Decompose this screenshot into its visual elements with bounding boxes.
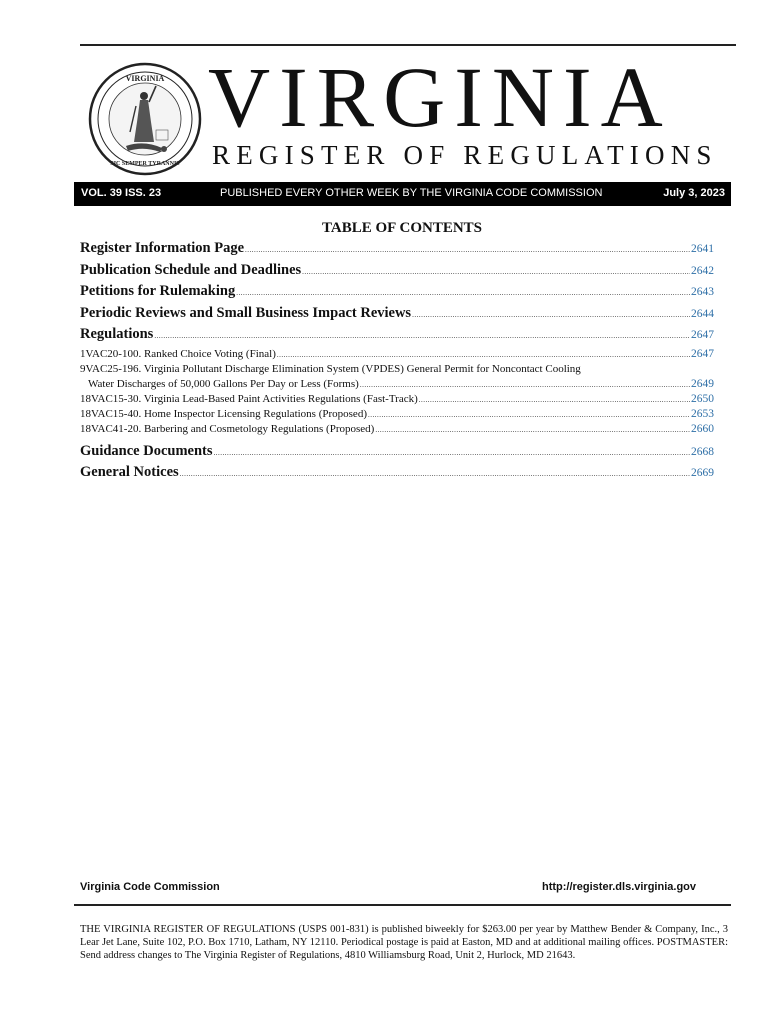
dot-leader: [180, 470, 690, 478]
dot-leader: [419, 396, 690, 404]
toc-page-link[interactable]: 2660: [691, 422, 714, 435]
toc-entry-label: Guidance Documents: [80, 442, 213, 459]
toc-entry[interactable]: [80, 283, 714, 305]
toc-page-link[interactable]: 2668: [691, 445, 714, 458]
dot-leader: [375, 426, 690, 434]
dot-leader: [412, 311, 690, 319]
toc-page-link[interactable]: 2669: [691, 467, 714, 479]
regulation-label: 18VAC15-40. Home Inspector Licensing Regulations (Proposed): [80, 407, 367, 420]
toc-entry-label: Periodic Reviews and Small Business Impact Reviews: [80, 304, 412, 321]
dot-leader: [245, 246, 690, 254]
top-rule: [80, 44, 736, 46]
masthead-subtitle: REGISTER OF REGULATIONS: [212, 140, 718, 170]
toc-page-link[interactable]: 2641: [691, 243, 714, 255]
publication-notice: THE VIRGINIA REGISTER OF REGULATIONS (USPS 001-831) is published biweekly for $263.00 per year by Matthew Bender & Company, Inc., 3 Lear Jet Lane, Suite 102, P.O. Box 1710, Latham, NY 12110. Periodical postage is paid at Easton, MD and at additional mailing offices. POSTMASTER: Send address changes to The Virginia Register of Regulations, 4810 Williamsburg Road, Unit 2, Hurlock, MD 21643.: [80, 924, 728, 961]
dot-leader: [277, 351, 690, 359]
virginia-seal-icon: [88, 62, 202, 176]
regulation-label: 18VAC15-30. Virginia Lead-Based Paint Activities Regulations (Fast-Track): [80, 392, 418, 405]
toc-page-link[interactable]: 2650: [691, 392, 714, 405]
regulation-entry[interactable]: [80, 423, 714, 438]
toc-entry[interactable]: [80, 262, 714, 284]
dot-leader: [360, 381, 690, 389]
table-of-contents: [80, 240, 714, 486]
toc-entry[interactable]: [80, 305, 714, 327]
volume-issue: VOL. 39 ISS. 23: [81, 187, 162, 199]
publisher-line: PUBLISHED EVERY OTHER WEEK BY THE VIRGINIA CODE COMMISSION: [220, 187, 603, 199]
dot-leader: [302, 268, 690, 276]
dot-leader: [236, 289, 690, 297]
regulation-entry[interactable]: [80, 378, 714, 393]
regulation-label: Water Discharges of 50,000 Gallons Per Day or Less (Forms): [88, 377, 359, 390]
issue-banner: [74, 182, 731, 206]
regulation-entry[interactable]: [80, 408, 714, 423]
dot-leader: [368, 411, 690, 419]
toc-page-link[interactable]: 2643: [691, 286, 714, 298]
seal-text-bottom: SIC SEMPER TYRANNIS: [110, 161, 180, 167]
regulation-entry[interactable]: [80, 393, 714, 408]
regulation-label: 18VAC41-20. Barbering and Cosmetology Regulations (Proposed): [80, 422, 375, 435]
seal-text-top: VIRGINIA: [125, 74, 165, 83]
toc-entry-label: Register Information Page: [80, 240, 245, 256]
bottom-rule: [74, 904, 731, 906]
footer-commission: Virginia Code Commission: [80, 881, 220, 893]
toc-entry[interactable]: [80, 240, 714, 262]
toc-entry[interactable]: [80, 443, 714, 465]
toc-page-link[interactable]: 2653: [691, 407, 714, 420]
regulation-label: 1VAC20-100. Ranked Choice Voting (Final): [80, 347, 276, 360]
toc-page-link[interactable]: 2642: [691, 264, 714, 277]
toc-page-link[interactable]: 2647: [691, 329, 714, 341]
toc-page-link[interactable]: 2644: [691, 307, 714, 320]
regulation-entry-line1[interactable]: 9VAC25-196. Virginia Pollutant Discharge Elimination System (VPDES) General Permit for Noncontact Cooling: [80, 362, 581, 375]
toc-entry-label: Petitions for Rulemaking: [80, 283, 236, 299]
toc-title: TABLE OF CONTENTS: [321, 220, 483, 236]
toc-entry-label: Regulations: [80, 326, 154, 342]
regulation-entry[interactable]: [80, 348, 714, 363]
footer-url-link[interactable]: http://register.dls.virginia.gov: [541, 881, 696, 893]
dot-leader: [214, 449, 690, 457]
toc-page-link[interactable]: 2649: [691, 377, 714, 390]
toc-page-link[interactable]: 2647: [691, 347, 714, 360]
toc-entry[interactable]: [80, 326, 714, 348]
toc-entry-label: General Notices: [80, 464, 179, 480]
issue-date: July 3, 2023: [663, 187, 725, 199]
toc-entry-label: Publication Schedule and Deadlines: [80, 261, 302, 278]
masthead-title: VIRGINIA: [208, 49, 672, 145]
dot-leader: [154, 332, 690, 340]
toc-entry[interactable]: [80, 464, 714, 486]
